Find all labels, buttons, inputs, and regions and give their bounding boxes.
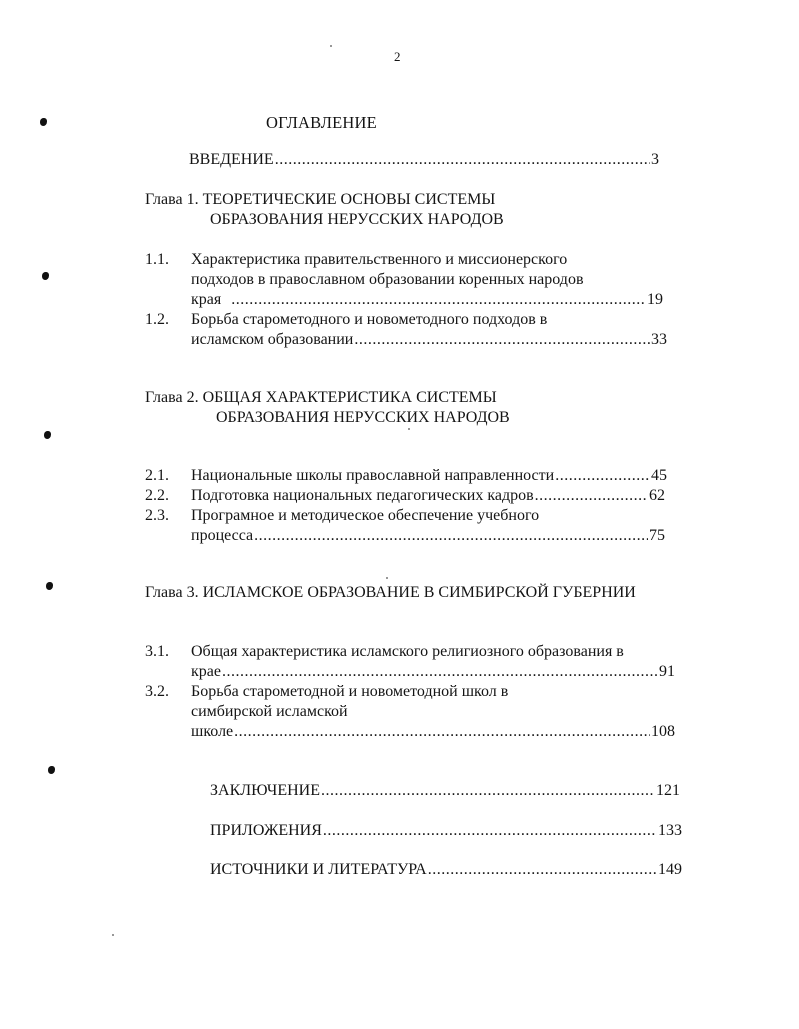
toc-entry-label: Национальные школы православной направленности (191, 467, 555, 484)
toc-entry-label: Подготовка национальных педагогических кадров (191, 487, 534, 504)
toc-entry-appendix[interactable] (210, 821, 682, 841)
chapter-2-heading-cont: ОБРАЗОВАНИЯ НЕРУССКИХ НАРОДОВ (216, 409, 510, 426)
dot-leader (254, 526, 648, 546)
toc-entry-page: 108 (651, 723, 675, 740)
toc-entry-conclusion[interactable] (210, 781, 680, 801)
toc-entry-page: 133 (658, 822, 682, 839)
dot-leader (323, 821, 657, 841)
section-title-line: Борьба старометодного и новометодного подходов в (191, 311, 548, 328)
toc-entry-label: края (191, 291, 222, 308)
dot-leader (428, 860, 657, 880)
section-title-line: подходов в православном образовании коренных народов (191, 271, 584, 288)
dot-leader (222, 662, 658, 682)
page-title: ОГЛАВЛЕНИЕ (266, 113, 377, 132)
chapter-2-heading: Глава 2. ОБЩАЯ ХАРАКТЕРИСТИКА СИСТЕМЫ (145, 389, 497, 406)
section-number: 1.1. (145, 251, 169, 268)
scan-speck (330, 45, 332, 47)
toc-entry-page: 19 (647, 291, 663, 308)
binder-hole-mark (46, 582, 53, 590)
section-title-line: Характеристика правительственного и миссионерского (191, 251, 568, 268)
binder-hole-mark (44, 431, 51, 439)
section-title-line: Програмное и методическое обеспечение учебного (191, 507, 540, 524)
dot-leader (354, 330, 650, 350)
dot-leader (234, 722, 650, 742)
section-number: 2.3. (145, 507, 169, 524)
toc-entry-page: 121 (656, 782, 680, 799)
dot-leader (231, 290, 646, 310)
dot-leader (321, 781, 655, 801)
toc-entry-page: 33 (651, 331, 667, 348)
section-number: 3.1. (145, 643, 169, 660)
toc-entry-3-1[interactable] (191, 662, 675, 682)
section-number: 2.1. (145, 467, 169, 484)
section-number: 3.2. (145, 683, 169, 700)
toc-entry-sources[interactable] (210, 860, 682, 880)
toc-entry-1-1[interactable] (191, 290, 663, 310)
toc-entry-2-3[interactable] (191, 526, 665, 546)
dot-leader (535, 486, 648, 506)
toc-entry-page: 75 (649, 527, 665, 544)
toc-entry-label: крае (191, 663, 221, 680)
toc-entry-label: ЗАКЛЮЧЕНИЕ (210, 782, 320, 799)
toc-entry-1-2[interactable] (191, 330, 667, 350)
section-title-line: симбирской исламской (191, 703, 348, 720)
toc-entry-page: 3 (651, 151, 659, 168)
dot-leader (275, 150, 650, 170)
section-number: 2.2. (145, 487, 169, 504)
scan-speck (386, 577, 388, 579)
chapter-3-heading: Глава 3. ИСЛАМСКОЕ ОБРАЗОВАНИЕ В СИМБИРСКОЙ ГУБЕРНИИ (145, 584, 636, 601)
toc-entry-3-2[interactable] (191, 722, 675, 742)
toc-entry-page: 62 (649, 487, 665, 504)
toc-entry-intro[interactable] (189, 150, 659, 170)
toc-entry-label: процесса (191, 527, 254, 544)
toc-entry-2-2[interactable] (191, 486, 665, 506)
toc-entry-label: школе (191, 723, 234, 740)
section-number: 1.2. (145, 311, 169, 328)
toc-entry-2-1[interactable] (191, 466, 667, 486)
dot-leader (555, 466, 650, 486)
chapter-1-heading-cont: ОБРАЗОВАНИЯ НЕРУССКИХ НАРОДОВ (210, 211, 504, 228)
binder-hole-mark (40, 118, 47, 126)
scan-speck (112, 934, 114, 936)
toc-entry-page: 45 (651, 467, 667, 484)
binder-hole-mark (48, 766, 55, 774)
toc-entry-label: исламском образовании (191, 331, 354, 348)
section-title-line: Общая характеристика исламского религиозного образования в (191, 643, 624, 660)
toc-entry-label: ПРИЛОЖЕНИЯ (210, 822, 322, 839)
chapter-1-heading: Глава 1. ТЕОРЕТИЧЕСКИЕ ОСНОВЫ СИСТЕМЫ (145, 191, 496, 208)
toc-entry-label: ИСТОЧНИКИ И ЛИТЕРАТУРА (210, 861, 427, 878)
toc-entry-page: 149 (658, 861, 682, 878)
page-number: 2 (394, 49, 401, 64)
scan-speck (408, 428, 410, 430)
toc-entry-page: 91 (659, 663, 675, 680)
binder-hole-mark (42, 272, 49, 280)
toc-entry-label: ВВЕДЕНИЕ (189, 151, 274, 168)
section-title-line: Борьба старометодной и новометодной школ в (191, 683, 509, 700)
